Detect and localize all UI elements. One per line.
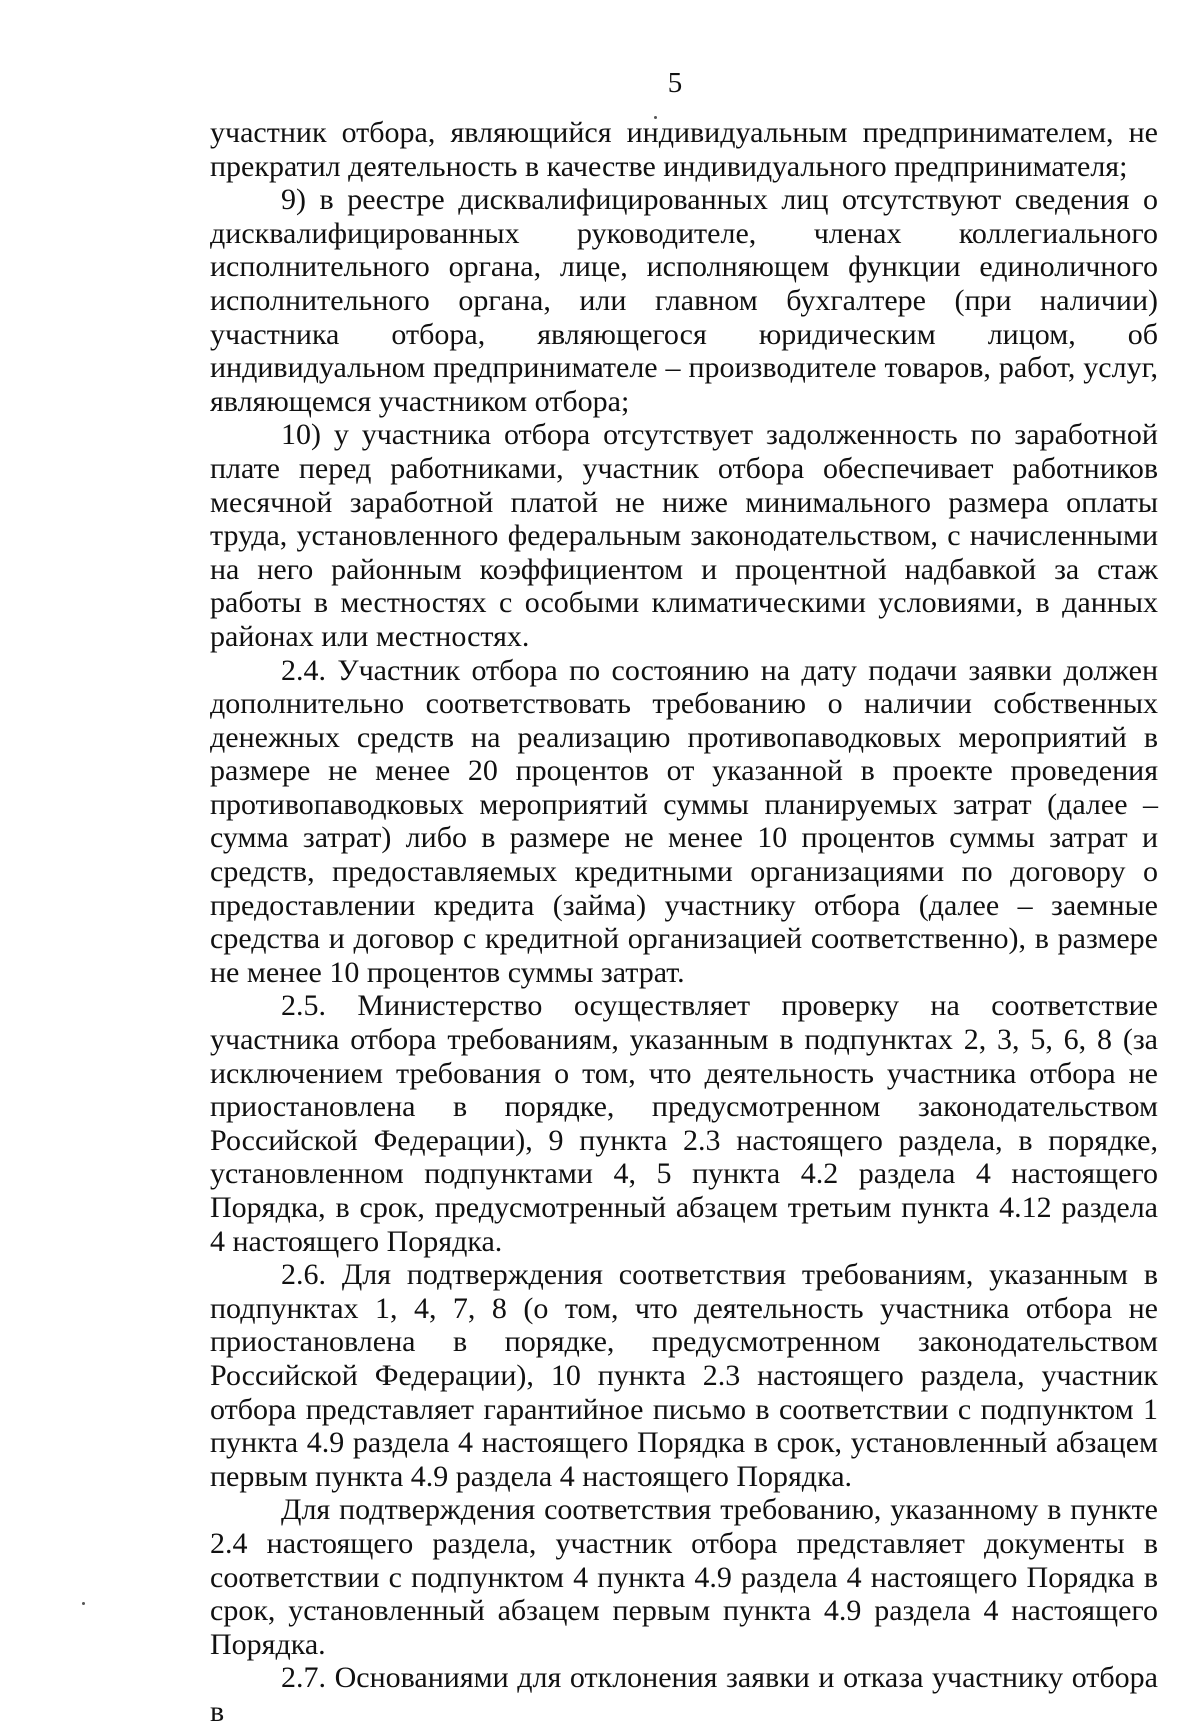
paragraph-item-10: 10) у участника отбора отсутствует задолженность по заработной плате перед работниками, участник отбора обеспечивает работников месячной заработной платой не ниже минимального размера оплаты труда, установленного федеральным законодательством, с начисленными на него районным коэффициентом и процентной надбавкой за стаж работы в местностях с особыми климатическими условиями, в данных районах или местностях. (210, 418, 1158, 653)
paragraph-2-5: 2.5. Министерство осуществляет проверку на соответствие участника отбора требованиям, указанным в подпунктах 2, 3, 5, 6, 8 (за исключением требования о том, что деятельность участника отбора не приостановлена в порядке, предусмотренном законодательством Российской Федерации), 9 пункта 2.3 настоящего раздела, в порядке, установленном подпунктами 4, 5 пункта 4.2 раздела 4 настоящего Порядка, в срок, предусмотренный абзацем третьим пункта 4.12 раздела 4 настоящего Порядка. (210, 989, 1158, 1258)
page-number: 5 (667, 67, 683, 99)
scan-speck (82, 1602, 85, 1605)
paragraph-2-4: 2.4. Участник отбора по состоянию на дату подачи заявки должен дополнительно соответствовать требованию о наличии собственных денежных средств на реализацию противопаводковых мероприятий в размере не менее 20 процентов от указанной в проекте проведения противопаводковых мероприятий суммы планируемых затрат (далее – сумма затрат) либо в размере не менее 10 процентов суммы затрат и средств, предоставляемых кредитными организациями по договору о предоставлении кредита (займа) участнику отбора (далее – заемные средства и договор с кредитной организацией соответственно), в размере не менее 10 процентов суммы затрат. (210, 653, 1158, 989)
paragraph-2-6: 2.6. Для подтверждения соответствия требованиям, указанным в подпунктах 1, 4, 7, 8 (о том, что деятельность участника отбора не приостановлена в порядке, предусмотренном законодательством Российской Федерации), 10 пункта 2.3 настоящего раздела, участник отбора представляет гарантийное письмо в соответствии с подпунктом 1 пункта 4.9 раздела 4 настоящего Порядка в срок, установленный абзацем первым пункта 4.9 раздела 4 настоящего Порядка. (210, 1258, 1158, 1493)
document-body (210, 116, 1158, 1729)
paragraph-2-7: 2.7. Основаниями для отклонения заявки и отказа участнику отбора в (210, 1661, 1158, 1728)
paragraph-continuation: участник отбора, являющийся индивидуальным предпринимателем, не прекратил деятельность в качестве индивидуального предпринимателя; (210, 116, 1158, 183)
paragraph-2-6-second: Для подтверждения соответствия требованию, указанному в пункте 2.4 настоящего раздела, участник отбора представляет документы в соответствии с подпунктом 4 пункта 4.9 раздела 4 настоящего Порядка в срок, установленный абзацем первым пункта 4.9 раздела 4 настоящего Порядка. (210, 1493, 1158, 1661)
paragraph-item-9: 9) в реестре дисквалифицированных лиц отсутствуют сведения о дисквалифицированных руководителе, членах коллегиального исполнительного органа, лице, исполняющем функции единоличного исполнительного органа, или главном бухгалтере (при наличии) участника отбора, являющегося юридическим лицом, об индивидуальном предпринимателе – производителе товаров, работ, услуг, являющемся участником отбора; (210, 183, 1158, 418)
